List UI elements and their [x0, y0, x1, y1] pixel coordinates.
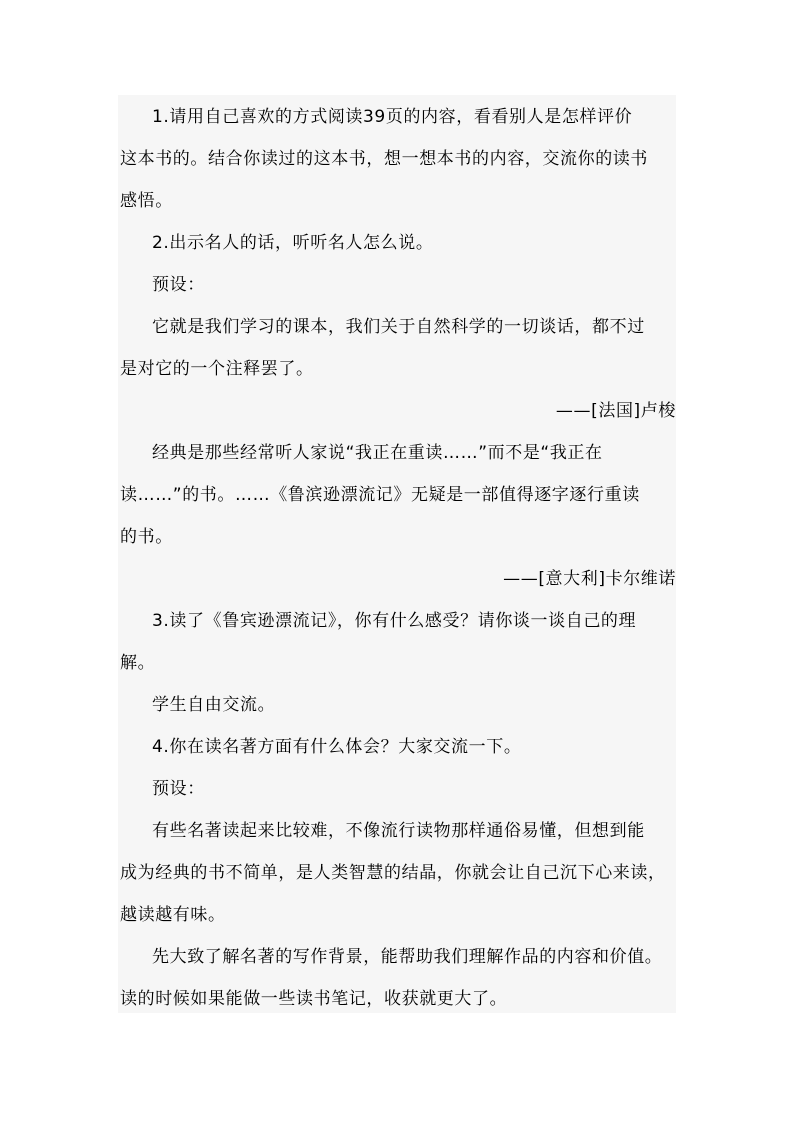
quote-2-line-2: 读……”的书。……《鲁滨逊漂流记》无疑是一部值得逐字逐行重读: [120, 485, 640, 505]
paragraph-5-line-1: 有些名著读起来比较难，不像流行读物那样通俗易懂，但想到能: [152, 821, 645, 841]
quote-1-line-2: 是对它的一个注释罢了。: [120, 359, 314, 379]
paragraph-5-line-2: 成为经典的书不简单，是人类智慧的结晶，你就会让自己沉下心来读，: [120, 863, 666, 883]
quote-2-attribution: ——[意大利]卡尔维诺: [503, 569, 676, 589]
paragraph-6-line-2: 读的时候如果能做一些读书笔记，收获就更大了。: [120, 989, 508, 1009]
paragraph-1-line-1: 1.请用自己喜欢的方式阅读39页的内容，看看别人是怎样评价: [152, 107, 633, 127]
preset-label-1: 预设：: [152, 275, 205, 295]
paragraph-1-line-3: 感悟。: [120, 191, 173, 211]
quote-1-attribution: ——[法国]卢梭: [555, 401, 676, 421]
paragraph-4: 4.你在读名著方面有什么体会？大家交流一下。: [152, 737, 522, 757]
paragraph-6-line-1: 先大致了解名著的写作背景，能帮助我们理解作品的内容和价值。: [152, 947, 663, 967]
quote-2-line-3: 的书。: [120, 527, 173, 547]
paragraph-3-line-1: 3.读了《鲁宾逊漂流记》，你有什么感受？请你谈一谈自己的理: [152, 611, 637, 631]
paragraph-5-line-3: 越读越有味。: [120, 905, 226, 925]
paragraph-1-line-2: 这本书的。结合你读过的这本书，想一想本书的内容，交流你的读书: [120, 149, 648, 169]
preset-label-2: 预设：: [152, 779, 205, 799]
paragraph-2: 2.出示名人的话，听听名人怎么说。: [152, 233, 434, 253]
quote-1-line-1: 它就是我们学习的课本，我们关于自然科学的一切谈话，都不过: [152, 317, 645, 337]
quote-2-line-1: 经典是那些经常听人家说“我正在重读……”而不是“我正在: [152, 443, 603, 463]
student-exchange: 学生自由交流。: [152, 695, 276, 715]
paragraph-3-line-2: 解。: [120, 653, 156, 673]
